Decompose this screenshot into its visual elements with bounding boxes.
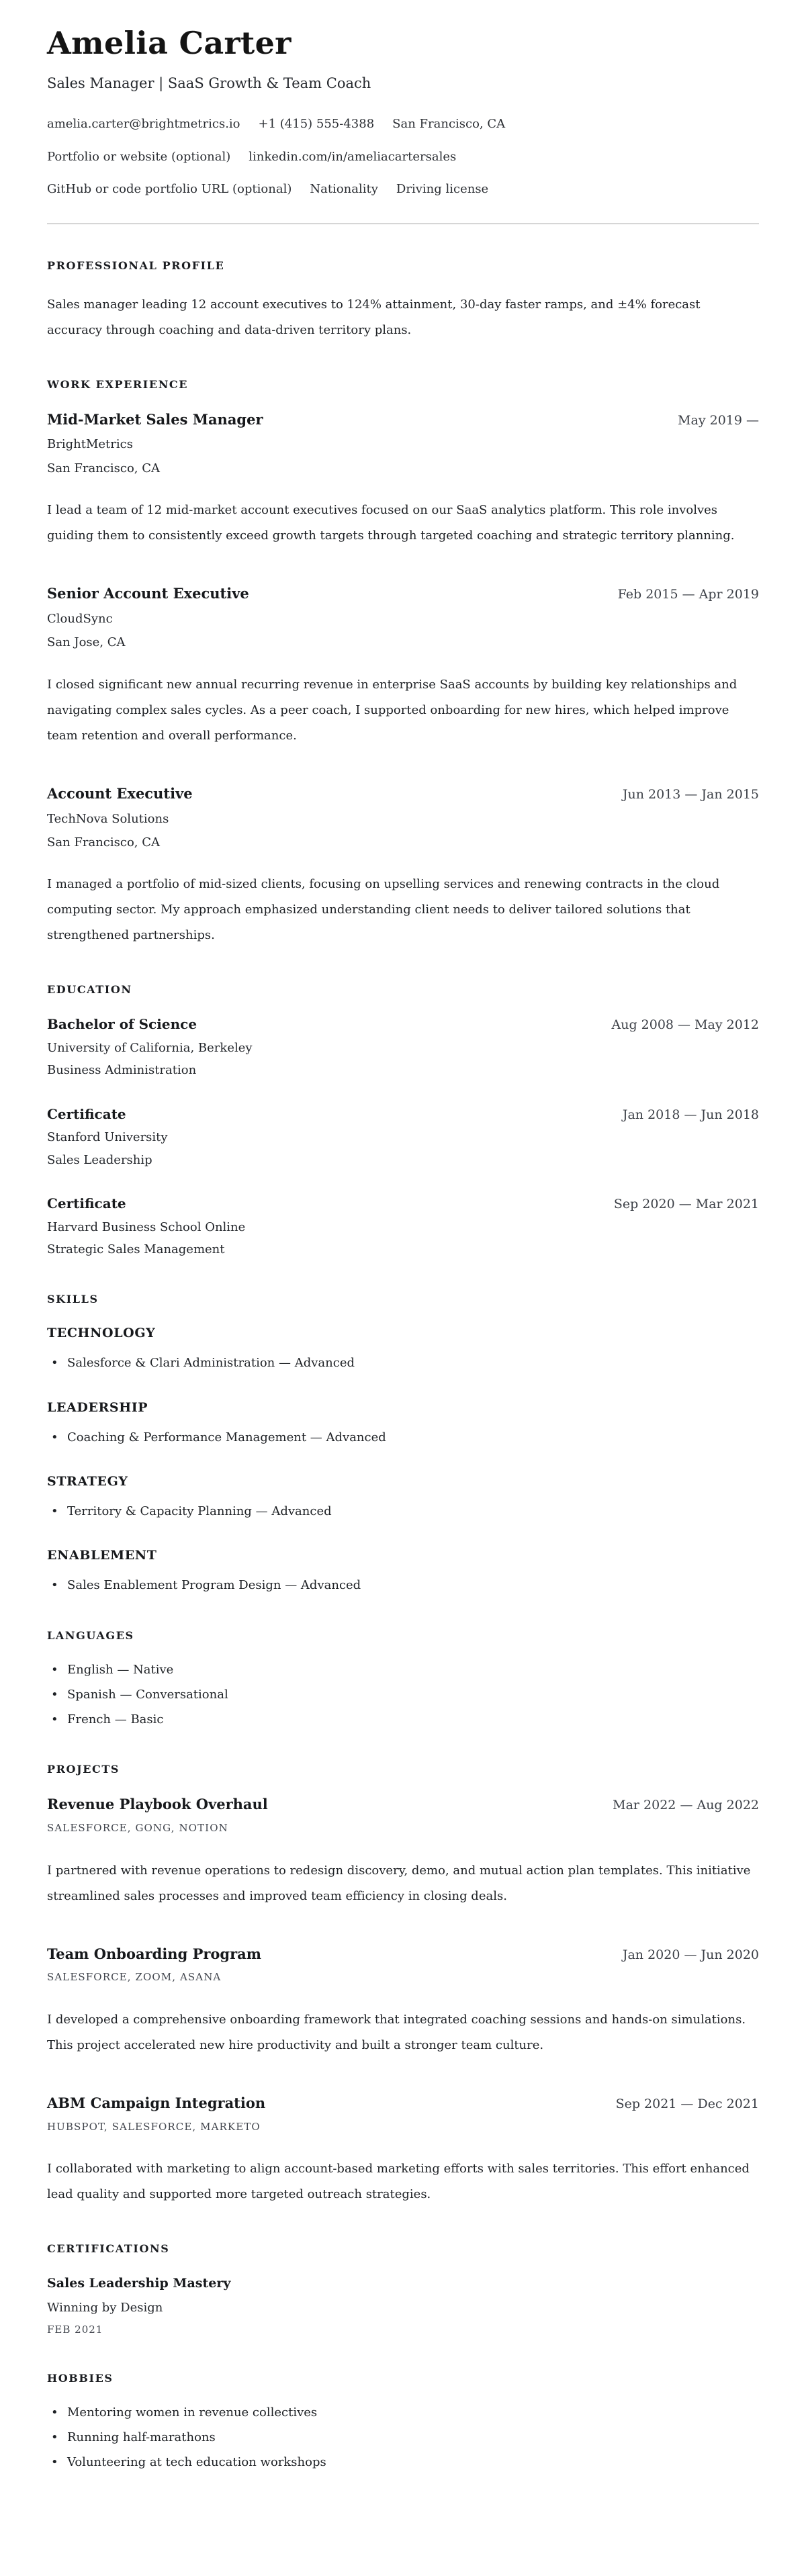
skill-item: • Sales Enablement Program Design — Advanced [47,1577,759,1594]
project-dates: Jan 2020 — Jun 2020 [622,1947,759,1962]
job-title: Mid-Market Sales Manager [47,410,263,428]
section-title-certifications: CERTIFICATIONS [47,2242,170,2256]
section-title-profile: PROFESSIONAL PROFILE [47,259,225,272]
job-dates: Feb 2015 — Apr 2019 [617,587,759,602]
project-dates: Mar 2022 — Aug 2022 [613,1798,759,1813]
contact-driving-license: Driving license [396,182,489,197]
hobby-list [47,2405,759,2471]
skill-item: • Coaching & Performance Management — Advanced [47,1430,759,1446]
hobby-item: • Running half-marathons [47,2430,759,2446]
education-entry [47,1106,759,1168]
section-projects [47,1763,759,2207]
job-company: BrightMetrics [47,437,133,452]
profile-text: Sales manager leading 12 account executives to 124% attainment, 30-day faster ramps, and ±4% forecast accuracy through coaching and data-driven territory plans. [47,297,701,337]
education-entry-head [47,1195,759,1213]
job-description: I managed a portfolio of mid-sized clients, focusing on upselling services and renewing contracts in the cloud computing sector. My approach emphasized understanding client needs to deliver tailored solutions that strengthened partnerships. [47,877,720,943]
education-school: Stanford University [47,1130,168,1145]
hobby-item: • Mentoring women in revenue collectives [47,2405,759,2421]
education-field: Business Administration [47,1063,197,1078]
education-entry-head [47,1016,759,1033]
work-entry-head [47,785,759,803]
skill-list [47,1577,759,1594]
skill-group [47,1548,759,1594]
section-work-experience [47,378,759,949]
certification-issuer: Winning by Design [47,2300,163,2315]
project-stack: HUBSPOT, SALESFORCE, MARKETO [47,2120,261,2133]
job-company: TechNova Solutions [47,811,169,826]
certification-name: Sales Leadership Mastery [47,2276,231,2291]
language-item: • English — Native [47,1662,759,1678]
contact-row-3 [47,182,759,197]
project-description: I partnered with revenue operations to redesign discovery, demo, and mutual action plan templates. This initiative streamlined sales processes and improved team efficiency in closing deals. [47,1863,751,1903]
degree-title: Certificate [47,1195,126,1211]
hobby-item: • Volunteering at tech education workshops [47,2454,759,2471]
degree-title: Certificate [47,1105,126,1122]
section-skills [47,1293,759,1594]
language-item: • French — Basic [47,1712,759,1728]
degree-title: Bachelor of Science [47,1016,197,1033]
project-title: ABM Campaign Integration [47,2094,266,2111]
education-school: University of California, Berkeley [47,1041,253,1056]
project-entry-head [47,1945,759,1964]
skill-item: • Territory & Capacity Planning — Advanced [47,1504,759,1520]
skill-item: • Salesforce & Clari Administration — Advanced [47,1355,759,1371]
job-title: Senior Account Executive [47,585,249,602]
section-certifications [47,2242,759,2337]
job-dates: Jun 2013 — Jan 2015 [622,786,759,802]
education-entry-head [47,1106,759,1123]
skill-group [47,1326,759,1371]
work-entry [47,785,759,949]
job-description: I lead a team of 12 mid-market account executives focused on our SaaS analytics platform. This role involves guiding them to consistently exceed growth targets through targeted coaching and strategic territory planning. [47,503,735,543]
job-company: CloudSync [47,611,113,626]
contact-phone: +1 (415) 555-4388 [258,117,375,132]
contact-email: amelia.carter@brightmetrics.io [47,117,240,132]
resume-tagline: Sales Manager | SaaS Growth & Team Coach [47,75,371,91]
section-professional-profile [47,259,759,343]
project-description: I collaborated with marketing to align account-based marketing efforts with sales territories. This effort enhanced lead quality and supported more targeted outreach strategies. [47,2162,750,2202]
job-dates: May 2019 — [678,412,759,428]
section-education [47,983,759,1258]
work-entry-head [47,411,759,429]
education-school: Harvard Business School Online [47,1220,246,1234]
project-title: Revenue Playbook Overhaul [47,1796,268,1813]
section-title-work: WORK EXPERIENCE [47,377,189,391]
job-title: Account Executive [47,784,193,802]
skill-group [47,1400,759,1446]
project-entry [47,1796,759,1908]
project-title: Team Onboarding Program [47,1945,261,1962]
contact-location: San Francisco, CA [392,117,506,132]
skill-list [47,1430,759,1446]
project-stack: SALESFORCE, GONG, NOTION [47,1822,228,1835]
education-entry [47,1016,759,1078]
skill-group [47,1474,759,1520]
education-entry [47,1195,759,1258]
education-dates: Sep 2020 — Mar 2021 [613,1196,759,1211]
contact-row-2 [47,150,759,165]
project-entry [47,2095,759,2207]
section-title-languages: LANGUAGES [47,1628,134,1642]
section-hobbies [47,2372,759,2471]
project-entry [47,1945,759,2058]
header-divider [47,223,759,224]
job-description: I closed significant new annual recurring revenue in enterprise SaaS accounts by building key relationships and navigating complex sales cycles. As a peer coach, I supported onboarding for new hires, which helped improve team retention and overall performance. [47,677,737,743]
project-description: I developed a comprehensive onboarding framework that integrated coaching sessions and hands-on simulations. This project accelerated new hire productivity and built a stronger team culture. [47,2012,746,2052]
project-entry-head [47,1796,759,1814]
language-list [47,1662,759,1729]
skill-category: STRATEGY [47,1473,128,1489]
section-title-skills: SKILLS [47,1293,99,1306]
section-languages [47,1629,759,1729]
work-entry [47,411,759,549]
work-entry [47,585,759,749]
skill-category: LEADERSHIP [47,1399,148,1415]
project-stack: SALESFORCE, ZOOM, ASANA [47,1971,222,1984]
certification-date: FEB 2021 [47,2324,103,2336]
skill-category: TECHNOLOGY [47,1326,156,1341]
education-dates: Jan 2018 — Jun 2018 [622,1107,759,1122]
project-entry-head [47,2095,759,2113]
section-title-education: EDUCATION [47,983,132,997]
skill-list [47,1504,759,1520]
job-location: San Francisco, CA [47,835,161,849]
project-dates: Sep 2021 — Dec 2021 [615,2096,759,2111]
resume-name: Amelia Carter [47,25,292,61]
contact-portfolio: Portfolio or website (optional) [47,149,231,164]
contact-github: GitHub or code portfolio URL (optional) [47,182,292,197]
skill-list [47,1355,759,1371]
section-title-projects: PROJECTS [47,1763,120,1776]
work-entry-head [47,585,759,603]
education-field: Strategic Sales Management [47,1242,225,1257]
job-location: San Jose, CA [47,635,126,650]
education-field: Sales Leadership [47,1152,152,1167]
job-location: San Francisco, CA [47,461,161,475]
skill-category: ENABLEMENT [47,1548,157,1563]
contact-row-1 [47,117,759,132]
contact-linkedin: linkedin.com/in/ameliacartersales [249,149,457,164]
certification-entry [47,2275,759,2337]
contact-nationality: Nationality [310,182,378,197]
section-title-hobbies: HOBBIES [47,2371,114,2385]
language-item: • Spanish — Conversational [47,1687,759,1703]
education-dates: Aug 2008 — May 2012 [611,1017,759,1033]
